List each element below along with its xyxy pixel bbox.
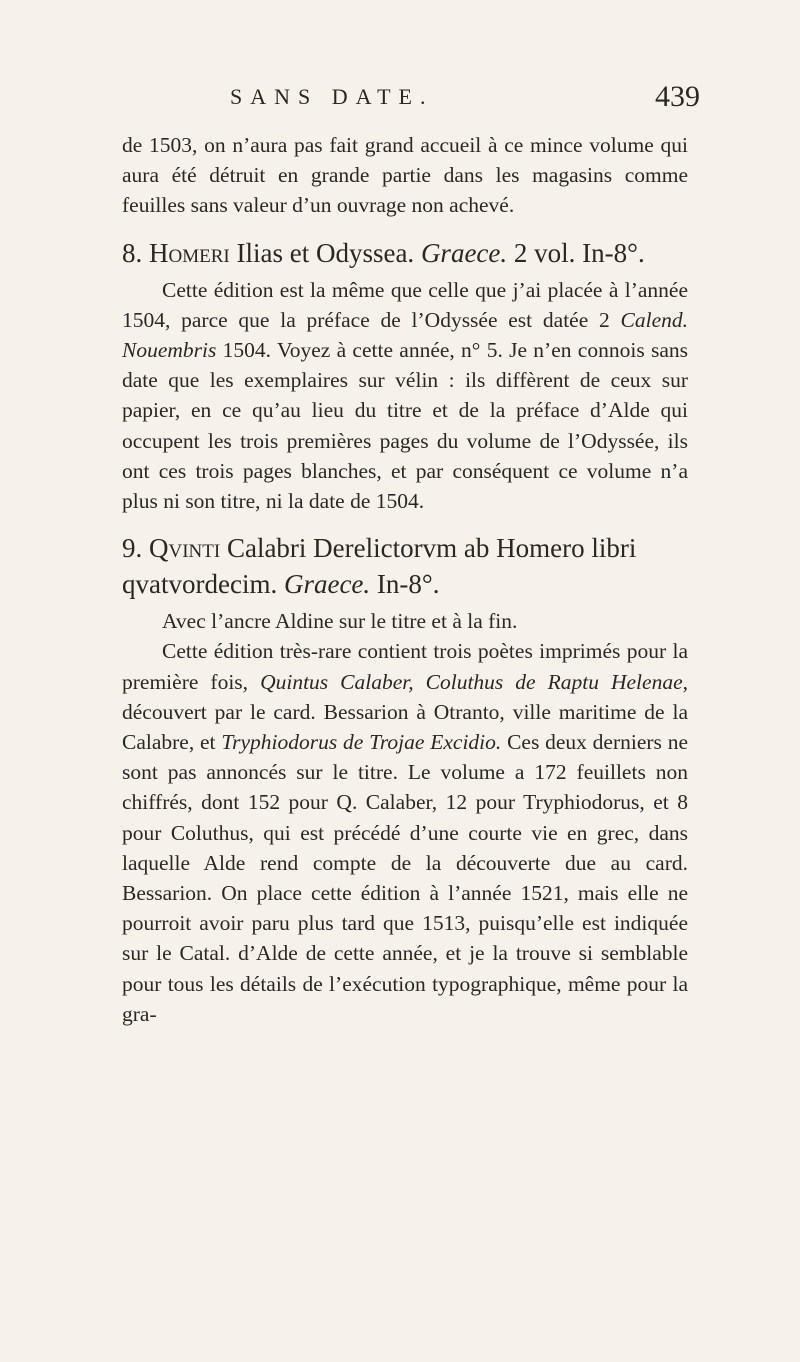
entry-number: 8. bbox=[122, 237, 143, 268]
paragraph-italic: Calend. Nouembris bbox=[122, 307, 689, 363]
running-title: SANS DATE. bbox=[230, 84, 434, 109]
paragraph-continuation bbox=[122, 130, 688, 221]
entry-author: Homeri bbox=[149, 237, 230, 268]
page-header bbox=[200, 80, 700, 124]
entry-title: Ilias et Odyssea. bbox=[236, 237, 415, 268]
paragraph-italic: Quintus Calaber, Coluthus de Raptu Helenae bbox=[260, 669, 683, 694]
paragraph-text: de 1503, on n’aura pas fait grand accueil à ce mince volume qui aura été détruit en grande partie dans les magasins comme feuilles sans valeur d’un ouvrage non achevé. bbox=[122, 133, 688, 218]
entry-8-heading bbox=[122, 235, 688, 271]
paragraph-italic: Tryphiodorus de Trojae Excidio. bbox=[221, 730, 502, 755]
paragraph-text: Avec l’ancre Aldine sur le titre et à la fin. bbox=[162, 609, 518, 634]
paragraph-text: 1504. Voyez à cette année, n° 5. Je n’en connois sans date que les exemplaires sur vélin : ils diffèrent de ceux sur papier, en ce qu’au lieu du titre et de la préface d’Alde qui occupent les trois premières pages du volume de l’Odyssée, ils ont ces trois pages blanches, et par conséquent ce volume n’a plus ni son titre, ni la date de 1504. bbox=[122, 338, 688, 514]
entry-number: 9. bbox=[122, 533, 143, 564]
paragraph-text: , découvert par le card. Bessarion à Otranto, ville maritime de la Calabre, et bbox=[122, 669, 688, 755]
entry-title: Calabri Derelictorvm ab Homero libri qvatvordecim. bbox=[122, 533, 637, 600]
paragraph-text: Ces deux derniers ne sont pas annoncés sur le titre. Le volume a 172 feuillets non chiffrés, dont 152 pour Q. Calaber, 12 pour Tryphiodorus, et 8 pour Coluthus, qui est précédé d’une courte vie en grec, dans laquelle Alde rend compte de la découverte due au card. Bessarion. On place cette édition à l’année 1521, mais elle ne pourroit avoir paru plus tard que 1513, puisqu’elle est indiquée sur le Catal. d’Alde de cette année, et je la trouve si semblable pour tous les détails de l’exécution typographique, même pour la gra- bbox=[122, 730, 689, 1026]
entry-language: Graece. bbox=[283, 569, 371, 600]
paragraph-text: Cette édition très-rare contient trois poètes imprimés pour la première fois, bbox=[122, 639, 688, 694]
entry-9-note bbox=[122, 606, 688, 636]
entry-format: 2 vol. In-8°. bbox=[513, 237, 645, 268]
entry-format: In-8°. bbox=[376, 569, 440, 600]
page-body bbox=[122, 130, 688, 1029]
page-number: 439 bbox=[655, 80, 700, 113]
entry-language: Graece. bbox=[420, 237, 508, 268]
entry-9-description bbox=[122, 636, 688, 1029]
entry-9-heading bbox=[122, 530, 688, 602]
entry-author: Qvinti bbox=[149, 533, 221, 564]
entry-8-description bbox=[122, 275, 688, 517]
paragraph-text: Cette édition est la même que celle que j’ai placée à l’année 1504, parce que la préface de l’Odyssée est datée 2 bbox=[122, 277, 688, 332]
